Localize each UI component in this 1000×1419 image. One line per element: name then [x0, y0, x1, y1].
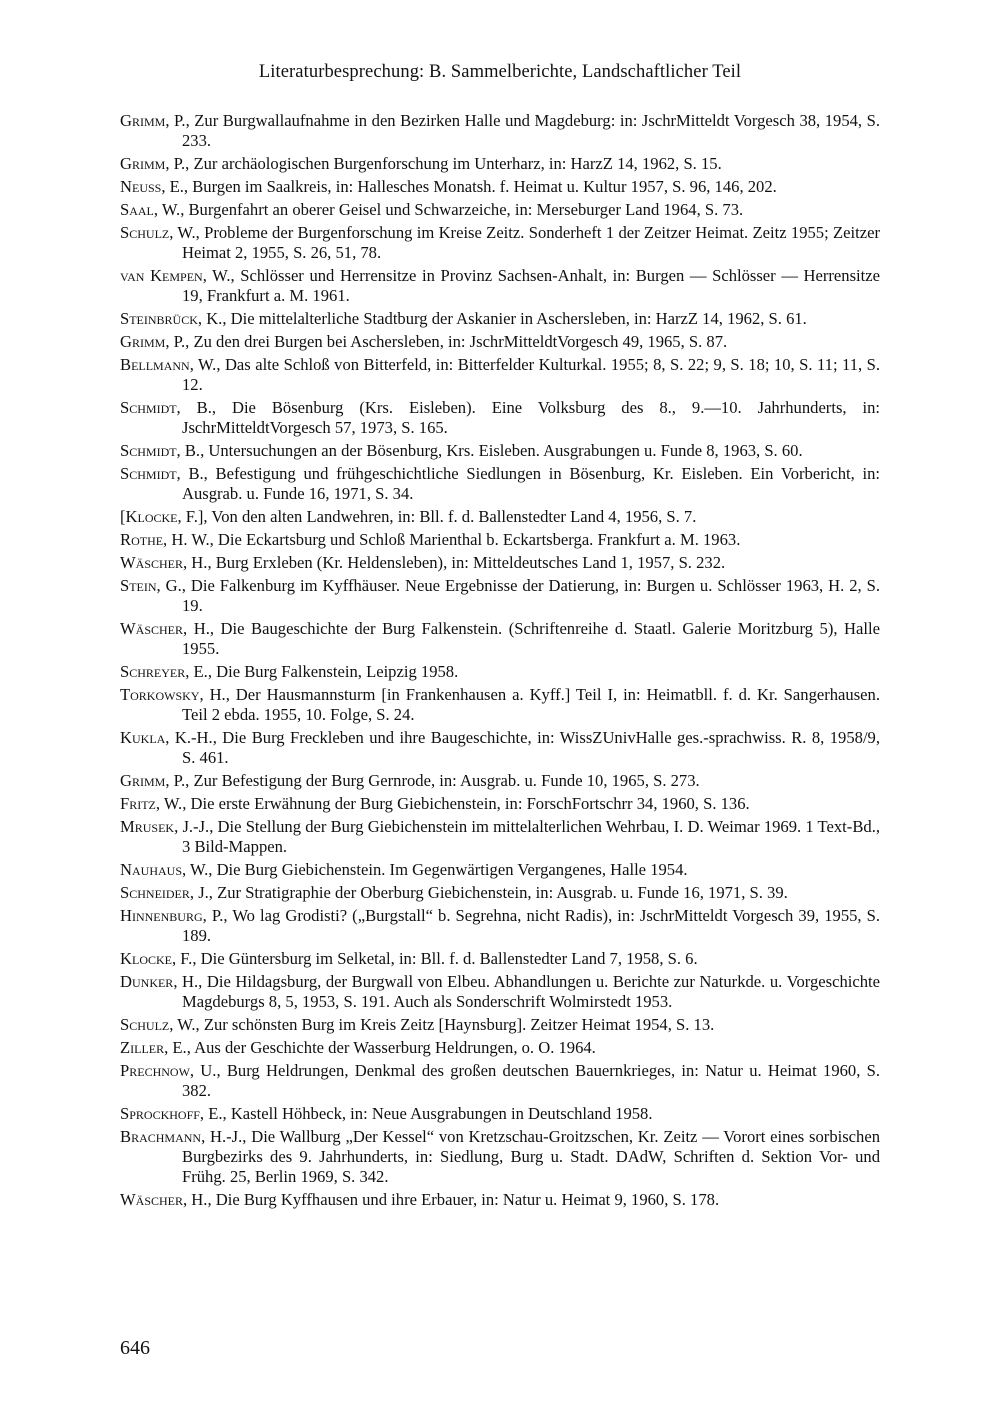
- reference-author: [Klocke, F.]: [120, 506, 204, 526]
- reference-entry: [120, 200, 880, 220]
- reference-entry: [120, 177, 880, 197]
- reference-entry: [120, 309, 880, 329]
- reference-text: , Die Eckartsburg und Schloß Marienthal b. Eckartsberga. Frankfurt a. M. 1963.: [209, 530, 741, 549]
- reference-list: [120, 111, 880, 1213]
- reference-author: Wäscher, H.: [120, 619, 210, 639]
- reference-author: Mrusek, J.-J.: [120, 817, 210, 837]
- reference-author: Stein, G.: [120, 576, 182, 596]
- reference-text: , Burg Heldrungen, Denkmal des großen deutschen Bauernkrieges, in: Natur u. Heimat 1960, S. 382.: [182, 1061, 880, 1100]
- reference-entry: [120, 1190, 880, 1210]
- reference-text: , Kastell Höhbeck, in: Neue Ausgrabungen in Deutschland 1958.: [222, 1104, 653, 1124]
- reference-entry: [120, 794, 880, 814]
- reference-entry: [120, 728, 880, 767]
- reference-entry: [120, 1015, 880, 1035]
- reference-text: , Die Bösenburg (Krs. Eisleben). Eine Volksburg des 8., 9.—10. Jahrhunderts, in: JschrMitteldtVorgesch 57, 1973, S. 165.: [182, 398, 881, 437]
- reference-text: , Die erste Erwähnung der Burg Giebichenstein, in: ForschFortschrr 34, 1960, S. 136.: [182, 793, 750, 813]
- reference-author: Grimm, P.: [120, 770, 186, 790]
- reference-entry: [120, 355, 880, 394]
- reference-entry: [120, 398, 880, 437]
- reference-text: , Von den alten Landwehren, in: Bll. f. d. Ballenstedter Land 4, 1956, S. 7.: [203, 506, 697, 526]
- reference-entry: [120, 530, 880, 550]
- reference-entry: [120, 1061, 880, 1100]
- reference-entry: [120, 619, 880, 658]
- reference-entry: [120, 553, 880, 573]
- reference-text: , Zur Burgwallaufnahme in den Bezirken Halle und Magdeburg: in: JschrMitteldt Vorgesch 38, 1954, S. 233.: [182, 111, 880, 150]
- reference-text: , Befestigung und frühgeschichtliche Siedlungen in Bösenburg, Kr. Eisleben. Ein Vorbericht, in: Ausgrab. u. Funde 16, 1971, S. 34.: [182, 464, 881, 503]
- reference-text: , Probleme der Burgenforschung im Kreise Zeitz. Sonderheft 1 der Zeitzer Heimat. Zeitz 1955; Zeitzer Heimat 2, 1955, S. 26, 51, 78.: [182, 223, 880, 262]
- reference-text: , Die Stellung der Burg Giebichenstein im mittelalterlichen Wehrbau, I. D. Weimar 1969. 1 Text-Bd., 3 Bild-Mappen.: [182, 817, 880, 856]
- reference-text: , Die Güntersburg im Selketal, in: Bll. f. d. Ballenstedter Land 7, 1958, S. 6.: [192, 949, 698, 968]
- page-number: 646: [120, 1337, 150, 1359]
- reference-author: Schulz, W.: [120, 1014, 196, 1034]
- reference-entry: [120, 860, 880, 880]
- reference-entry: [120, 906, 880, 945]
- reference-author: Kukla, K.-H.: [120, 727, 213, 747]
- reference-author: Hinnenburg, P.: [120, 906, 224, 926]
- reference-entry: [120, 1038, 880, 1058]
- reference-author: Dunker, H.: [120, 972, 199, 992]
- reference-text: , Die Burg Freckleben und ihre Baugeschichte, in: WissZUnivHalle ges.-sprachwiss. R. 8, 1958/9, S. 461.: [182, 727, 881, 767]
- reference-author: Sprockhoff, E.: [120, 1104, 223, 1124]
- reference-author: Steinbrück, K.: [120, 308, 223, 328]
- reference-entry: [120, 817, 880, 856]
- reference-text: , Burgen im Saalkreis, in: Hallesches Monatsh. f. Heimat u. Kultur 1957, S. 96, 146, 202.: [183, 176, 777, 196]
- reference-text: , Die Burg Kyffhausen und ihre Erbauer, in: Natur u. Heimat 9, 1960, S. 178.: [207, 1189, 720, 1209]
- reference-author: Schreyer, E.: [120, 661, 208, 681]
- reference-author: Schulz, W.: [120, 223, 196, 243]
- reference-text: , Untersuchungen an der Bösenburg, Krs. Eisleben. Ausgrabungen u. Funde 8, 1963, S. 60.: [200, 440, 803, 460]
- reference-text: , Schlösser und Herrensitze in Provinz Sachsen-Anhalt, in: Burgen — Schlösser — Herrensitze 19, Frankfurt a. M. 1961.: [182, 266, 880, 305]
- reference-entry: [120, 883, 880, 903]
- reference-text: , Die Wallburg „Der Kessel“ von Kretzschau-Groitzschen, Kr. Zeitz — Vorort eines sorbischen Burgbezirks des 9. Jahrhunderts, in: Siedlung, Burg u. Stadt. DAdW, Schriften d. Sektion Vor- und Frühg. 25, Berlin 1969, S. 342.: [182, 1127, 881, 1186]
- reference-text: , Die Burg Giebichenstein. Im Gegenwärtigen Vergangenes, Halle 1954.: [208, 859, 688, 879]
- reference-text: , Zur archäologischen Burgenforschung im Unterharz, in: HarzZ 14, 1962, S. 15.: [185, 153, 722, 173]
- reference-entry: [120, 949, 880, 969]
- reference-text: , Zur schönsten Burg im Kreis Zeitz [Haynsburg]. Zeitzer Heimat 1954, S. 13.: [195, 1014, 715, 1034]
- reference-author: Fritz, W.: [120, 793, 183, 813]
- reference-entry: [120, 332, 880, 352]
- reference-entry: [120, 223, 880, 262]
- reference-entry: [120, 685, 880, 724]
- reference-entry: [120, 576, 880, 615]
- reference-entry: [120, 662, 880, 682]
- reference-author: van Kempen, W.: [120, 266, 231, 286]
- reference-entry: [120, 266, 880, 305]
- reference-author: Schmidt, B.: [120, 464, 204, 484]
- reference-entry: [120, 771, 880, 791]
- reference-author: Torkowsky, H.: [120, 685, 226, 705]
- reference-entry: [120, 507, 880, 527]
- reference-text: , Der Hausmannsturm [in Frankenhausen a. Kyff.] Teil I, in: Heimatbll. f. d. Kr. Sangerhausen. Teil 2 ebda. 1955, 10. Folge, S. 24.: [182, 685, 880, 724]
- reference-text: , Wo lag Grodisti? („Burgstall“ b. Segrehna, nicht Radis), in: JschrMitteldt Vorgesch 39, 1955, S. 189.: [182, 906, 880, 945]
- reference-author: Brachmann, H.-J.: [120, 1127, 243, 1147]
- reference-entry: [120, 1127, 880, 1186]
- reference-author: Schmidt, B.: [120, 398, 212, 418]
- reference-text: , Die mittelalterliche Stadtburg der Askanier in Aschersleben, in: HarzZ 14, 1962, S. 61.: [222, 308, 807, 328]
- reference-author: Nauhaus, W.: [120, 859, 209, 879]
- reference-author: Grimm, P.: [120, 111, 186, 130]
- reference-text: , Das alte Schloß von Bitterfeld, in: Bitterfelder Kulturkal. 1955; 8, S. 22; 9, S. 18; 10, S. 11; 11, S. 12.: [182, 355, 880, 394]
- reference-text: , Zu den drei Burgen bei Aschersleben, in: JschrMitteldtVorgesch 49, 1965, S. 87.: [185, 332, 728, 352]
- reference-entry: [120, 464, 880, 503]
- reference-author: Grimm, P.: [120, 153, 186, 173]
- reference-text: , Die Burg Falkenstein, Leipzig 1958.: [207, 661, 459, 681]
- reference-author: Grimm, P.: [120, 332, 186, 352]
- reference-entry: [120, 441, 880, 461]
- reference-author: Klocke, F.: [120, 949, 193, 968]
- reference-text: , Aus der Geschichte der Wasserburg Heldrungen, o. O. 1964.: [186, 1038, 596, 1058]
- reference-text: , Die Baugeschichte der Burg Falkenstein. (Schriftenreihe d. Staatl. Galerie Moritzburg 5), Halle 1955.: [182, 619, 880, 658]
- reference-entry: [120, 972, 880, 1011]
- reference-text: , Burg Erxleben (Kr. Heldensleben), in: Mitteldeutsches Land 1, 1957, S. 232.: [207, 553, 726, 573]
- reference-text: , Burgenfahrt an oberer Geisel und Schwarzeiche, in: Merseburger Land 1964, S. 73.: [180, 200, 744, 220]
- reference-entry: [120, 1104, 880, 1124]
- reference-author: Bellmann, W.: [120, 355, 217, 375]
- reference-text: , Zur Befestigung der Burg Gernrode, in: Ausgrab. u. Funde 10, 1965, S. 273.: [185, 770, 700, 790]
- reference-author: Prechnow, U.: [120, 1061, 217, 1081]
- running-head: Literaturbesprechung: B. Sammelberichte, Landschaftlicher Teil: [258, 62, 742, 82]
- reference-author: Schneider, J.: [120, 883, 209, 903]
- reference-author: Rothe, H. W.: [120, 530, 210, 549]
- reference-author: Wäscher, H.: [120, 553, 208, 573]
- reference-text: , Die Falkenburg im Kyffhäuser. Neue Ergebnisse der Datierung, in: Burgen u. Schlösser 1963, H. 2, S. 19.: [181, 576, 880, 615]
- reference-text: , Zur Stratigraphie der Oberburg Giebichenstein, in: Ausgrab. u. Funde 16, 1971, S. 39.: [208, 883, 788, 903]
- reference-author: Saal, W.: [120, 200, 181, 220]
- reference-entry: [120, 154, 880, 174]
- reference-author: Wäscher, H.: [120, 1189, 208, 1209]
- reference-author: Neuss, E.: [120, 176, 184, 196]
- reference-author: Ziller, E.: [120, 1038, 187, 1058]
- reference-entry: [120, 111, 880, 150]
- reference-author: Schmidt, B.: [120, 440, 201, 460]
- reference-text: , Die Hildagsburg, der Burgwall von Elbeu. Abhandlungen u. Berichte zur Naturkde. u. Vorgeschichte Magdeburgs 8, 5, 1953, S. 191. Auch als Sonderschrift Wolmirstedt 1953.: [182, 972, 880, 1011]
